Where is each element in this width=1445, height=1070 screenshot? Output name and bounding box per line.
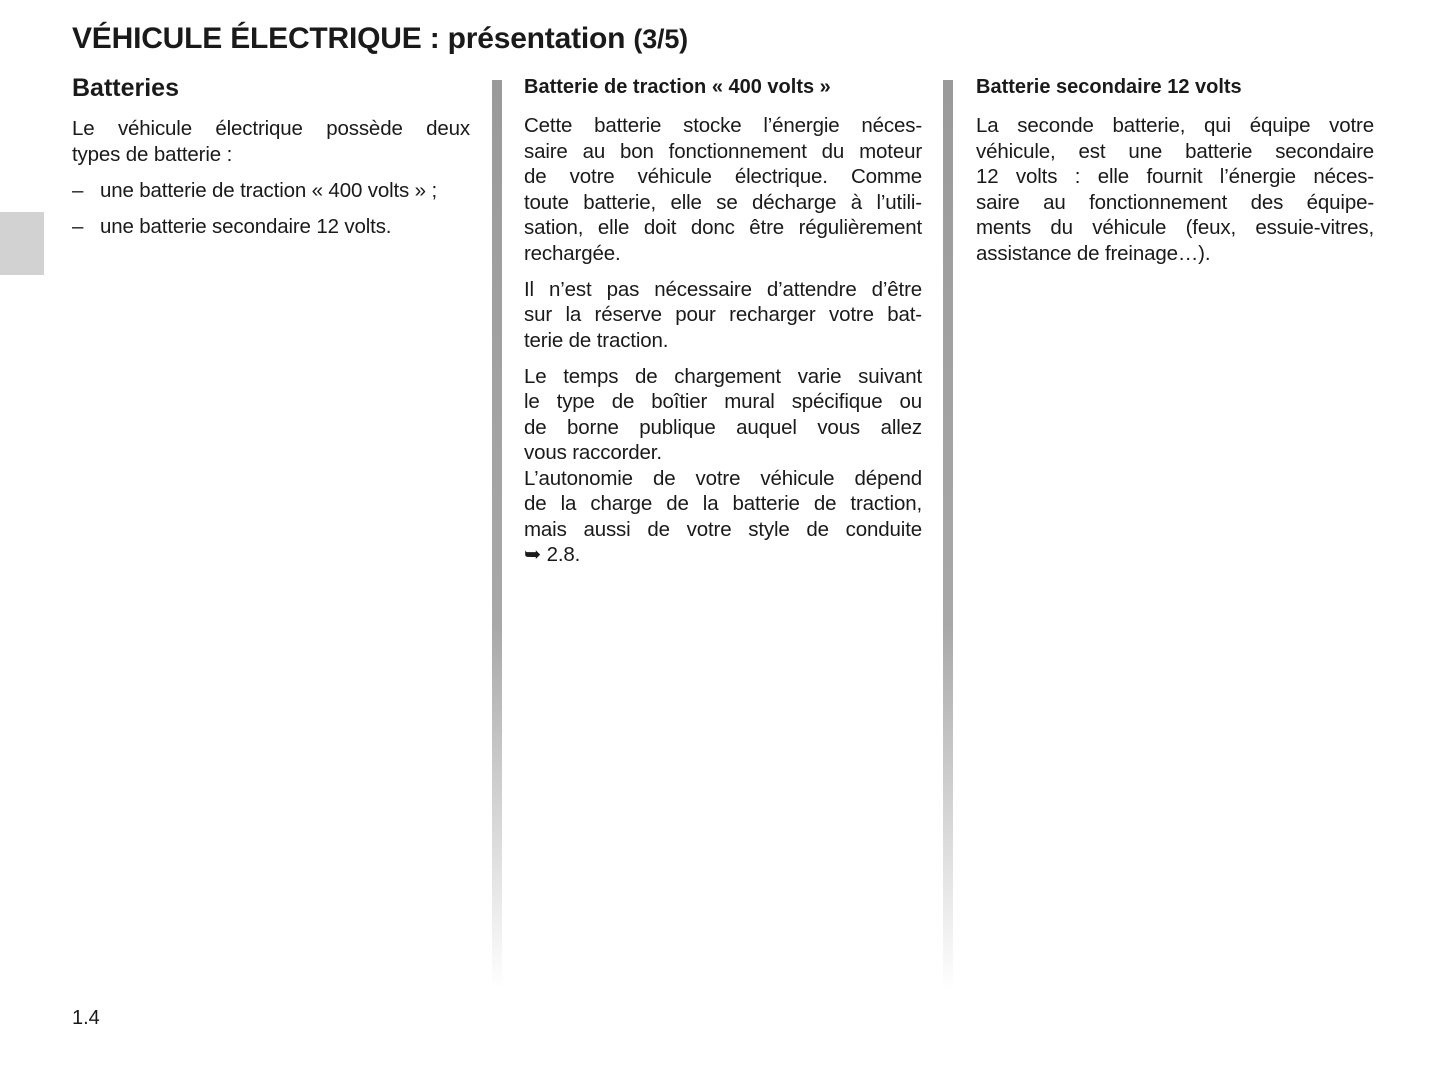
text-line: Il n’est pas nécessaire d’attendre d’être [524, 277, 922, 301]
page-title [72, 22, 688, 56]
column-divider-bar [492, 80, 502, 990]
list-item [72, 214, 470, 240]
list-item-text: une batterie de traction « 400 volts » ; [100, 178, 438, 202]
text-line: L’autonomie de votre véhicule dépend [524, 466, 922, 490]
text-line: vous raccorder. [524, 441, 662, 464]
text-line: le type de boîtier mural spécifique ou [524, 390, 922, 413]
text-line: La seconde batterie, qui équipe votre [976, 114, 1374, 137]
text-line: saire au bon fonctionnement du moteur [524, 139, 922, 163]
section-heading: Batterie de traction « 400 volts » [524, 76, 831, 98]
text-line: terie de traction. [524, 328, 669, 352]
text-line: types de batterie : [72, 142, 233, 166]
title-part: (3/5) [633, 24, 688, 54]
page-reference: 2.8. [546, 543, 581, 566]
text-line: Le temps de chargement varie suivant [524, 364, 922, 388]
text-line: mais aussi de votre style de conduite [524, 517, 922, 541]
page-reference-link[interactable] [524, 542, 922, 568]
text-line: toute batterie, elle se décharge à l’utili- [524, 190, 922, 214]
text-line: assistance de freinage…). [976, 241, 1211, 265]
text-line: de votre véhicule électrique. Comme [524, 165, 922, 188]
paragraph [524, 277, 922, 354]
paragraph [524, 364, 922, 466]
paragraph [976, 113, 1374, 266]
text-line: rechargée. [524, 241, 621, 265]
text-line: véhicule, est une batterie secondaire [976, 139, 1374, 163]
text-line: Le véhicule électrique possède deux [72, 117, 470, 140]
paragraph [72, 116, 470, 167]
title-main: VÉHICULE ÉLECTRIQUE : présentation [72, 22, 626, 55]
paragraph [524, 113, 922, 266]
text-line: de borne publique auquel vous allez [524, 415, 922, 439]
list-dash: – [72, 178, 84, 202]
section-heading: Batteries [72, 74, 179, 102]
paragraph [524, 466, 922, 568]
arrow-right-icon: ➥ [524, 543, 542, 566]
list-item-text: une batterie secondaire 12 volts. [100, 215, 392, 238]
text-line: sation, elle doit donc être régulièrement [524, 216, 922, 239]
list-dash: – [72, 215, 84, 238]
section-heading: Batterie secondaire 12 volts [976, 76, 1242, 98]
text-line: sur la réserve pour recharger votre bat- [524, 303, 922, 326]
text-line: Cette batterie stocke l’énergie néces- [524, 114, 922, 137]
text-line: saire au fonctionnement des équipe- [976, 190, 1374, 214]
text-line: de la charge de la batterie de traction, [524, 492, 922, 515]
section-tab-marker [0, 212, 44, 275]
text-line: 12 volts : elle fournit l’énergie néces- [976, 165, 1374, 188]
column-divider-bar [943, 80, 953, 990]
text-line: ments du véhicule (feux, essuie-vitres, [976, 216, 1374, 239]
list-item [72, 178, 470, 204]
page-number: 1.4 [72, 1007, 100, 1029]
